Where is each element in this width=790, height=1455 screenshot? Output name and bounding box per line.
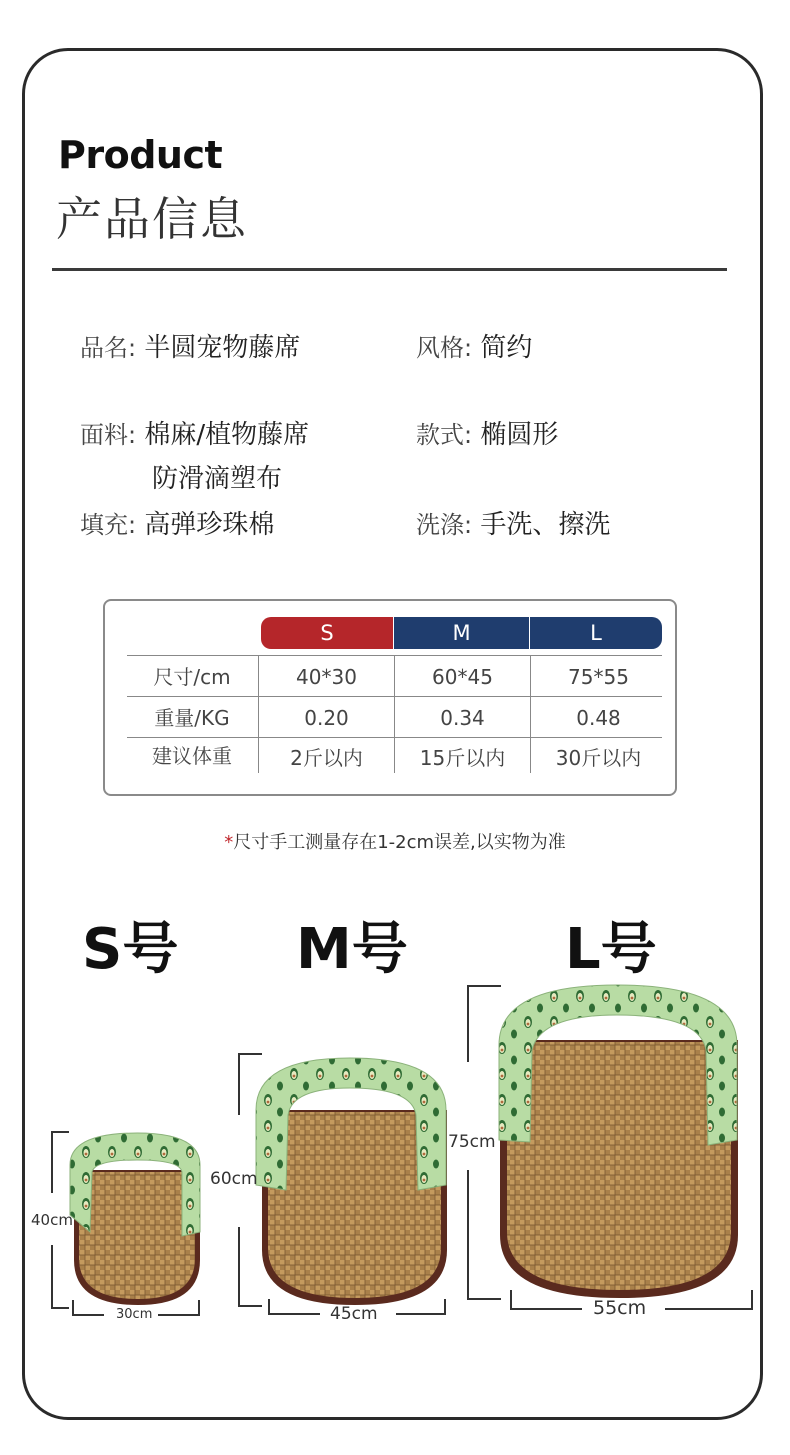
- row-label-weight: 重量/KG: [154, 706, 230, 730]
- cell-weight-s: 0.20: [304, 706, 349, 730]
- row-label-pet-weight: 建议体重: [152, 744, 232, 768]
- title-english: Product: [58, 133, 223, 177]
- dim-bracket: [396, 1299, 446, 1315]
- dim-l-height: 75cm: [448, 1132, 496, 1152]
- mat-l: [499, 985, 738, 1298]
- size-title-l: L号: [565, 917, 657, 982]
- info-style-label: 风格:: [416, 334, 473, 362]
- dim-s-height: 40cm: [31, 1211, 73, 1229]
- dim-bracket: [72, 1300, 104, 1316]
- spec-header-l: L: [530, 617, 662, 649]
- dim-bracket: [238, 1227, 262, 1307]
- mat-m: [256, 1058, 447, 1305]
- dim-bracket: [510, 1290, 582, 1310]
- cell-size-l: 75*55: [568, 665, 629, 689]
- spec-header-s: S: [261, 617, 393, 649]
- cell-weight-m: 0.34: [440, 706, 485, 730]
- mat-s: [70, 1133, 200, 1305]
- dim-bracket: [158, 1300, 200, 1316]
- cell-size-s: 40*30: [296, 665, 357, 689]
- info-filling-label: 填充:: [80, 511, 137, 539]
- size-title-s: S号: [82, 917, 179, 982]
- info-name-label: 品名:: [80, 334, 137, 362]
- info-wash-label: 洗涤:: [416, 511, 473, 539]
- spec-header-m: M: [394, 617, 529, 649]
- note-text: 尺寸手工测量存在1-2cm误差,以实物为准: [233, 832, 566, 853]
- info-material-label: 面料:: [80, 421, 137, 449]
- dim-m-width: 45cm: [330, 1304, 378, 1324]
- cell-pet-s: 2斤以内: [290, 746, 363, 770]
- cell-pet-l: 30斤以内: [555, 746, 642, 770]
- dim-bracket: [51, 1245, 69, 1309]
- info-shape-value: 椭圆形: [480, 420, 559, 450]
- note-star: *: [224, 832, 234, 853]
- dim-bracket: [268, 1299, 320, 1315]
- dim-bracket: [665, 1290, 753, 1310]
- cell-pet-m: 15斤以内: [419, 746, 506, 770]
- info-wash-value: 手洗、擦洗: [480, 510, 611, 540]
- info-material-value-2: 防滑滴塑布: [152, 464, 283, 494]
- title-chinese: 产品信息: [56, 192, 248, 246]
- row-label-size: 尺寸/cm: [153, 665, 231, 689]
- dim-bracket: [51, 1131, 69, 1193]
- dim-s-width: 30cm: [116, 1307, 153, 1322]
- size-title-m: M号: [296, 917, 408, 982]
- info-material-value: 棉麻/植物藤席: [144, 420, 310, 450]
- dim-bracket: [467, 985, 501, 1062]
- dim-bracket: [467, 1170, 501, 1300]
- cell-size-m: 60*45: [432, 665, 493, 689]
- cell-weight-l: 0.48: [576, 706, 621, 730]
- info-name-value: 半圆宠物藤席: [144, 333, 301, 363]
- dim-m-height: 60cm: [210, 1169, 258, 1189]
- info-filling-value: 高弹珍珠棉: [144, 510, 275, 540]
- info-style-value: 简约: [480, 333, 533, 363]
- info-shape-label: 款式:: [416, 421, 473, 449]
- dim-bracket: [238, 1053, 262, 1115]
- dim-l-width: 55cm: [593, 1297, 647, 1319]
